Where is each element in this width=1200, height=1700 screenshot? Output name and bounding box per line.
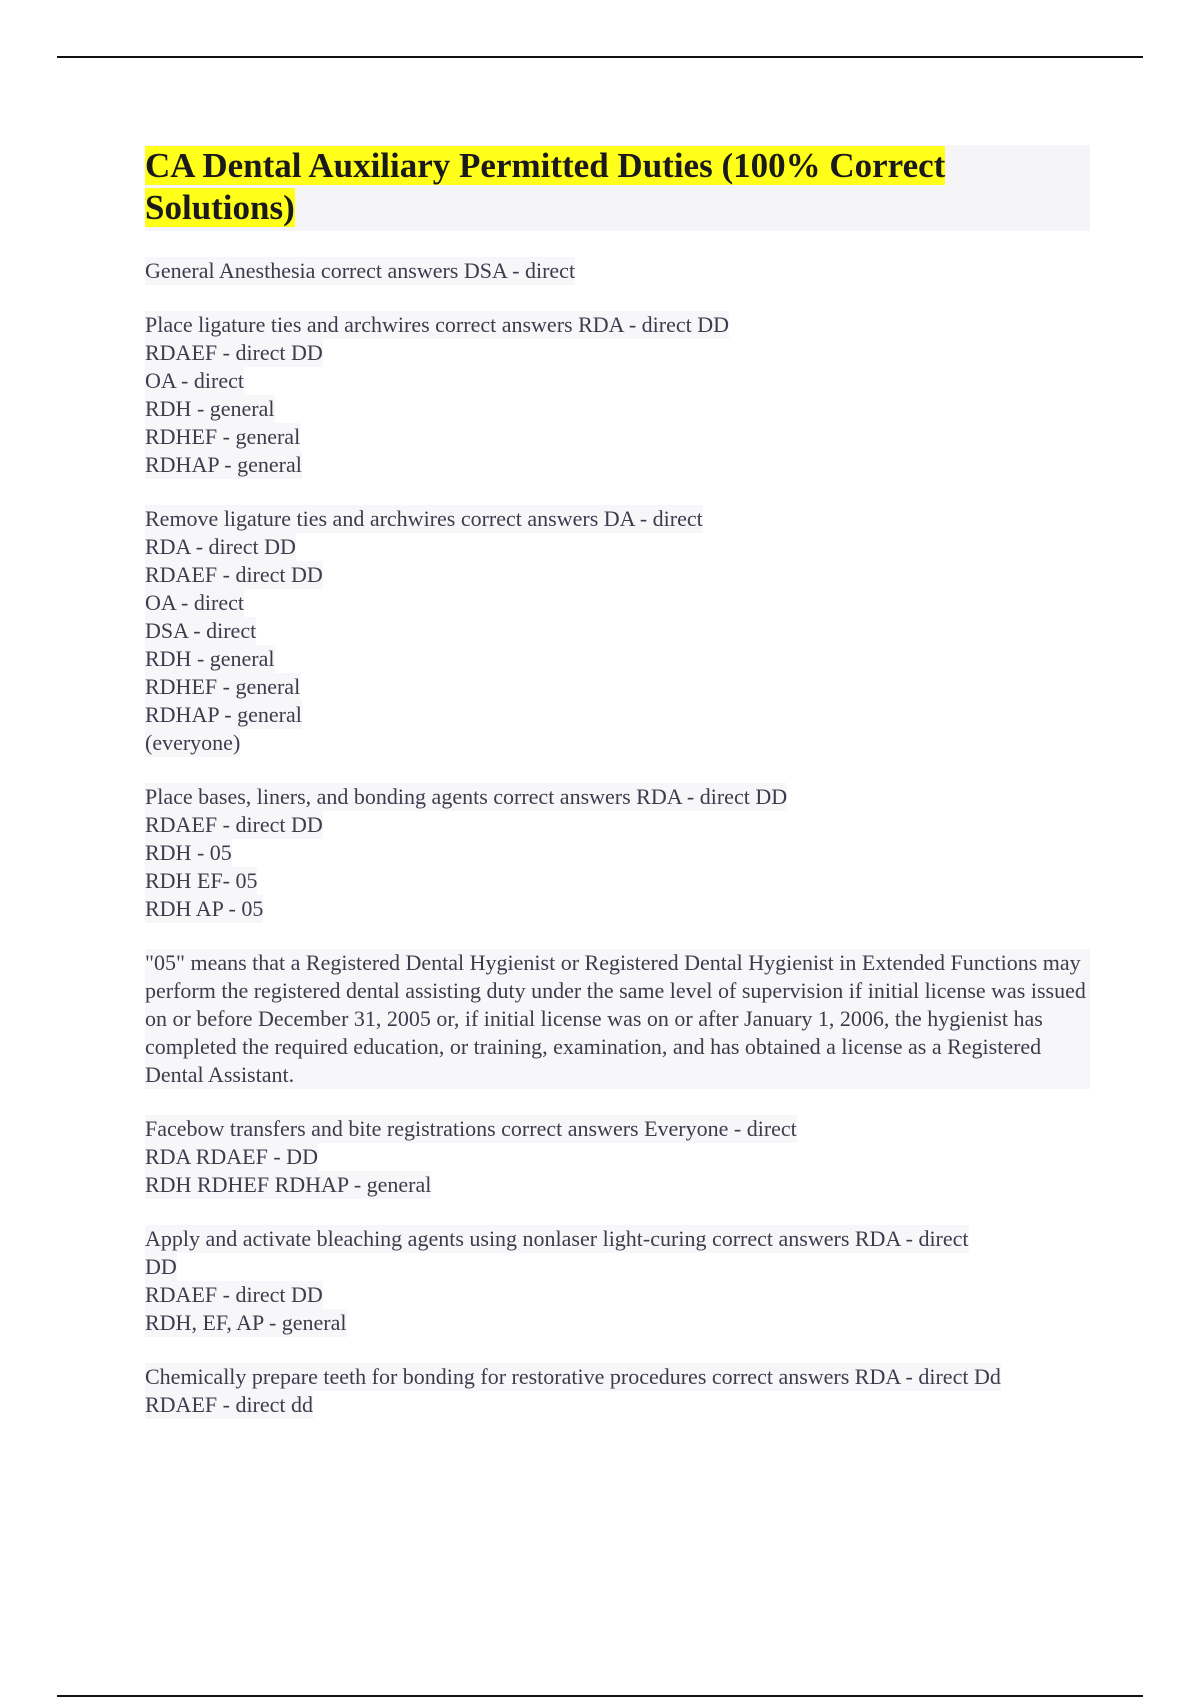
entry-line: Facebow transfers and bite registrations correct answers Everyone - direct <box>145 1116 797 1141</box>
entry-line: RDHAP - general <box>145 702 302 727</box>
entry-chemically-prepare-teeth <box>145 1363 1090 1419</box>
entry-facebow-transfers <box>145 1115 1090 1199</box>
entry-line: (everyone) <box>145 730 241 755</box>
entry-line: General Anesthesia correct answers DSA - direct <box>145 258 576 283</box>
entry-line: RDH EF- 05 <box>145 868 258 893</box>
entry-line: RDH, EF, AP - general <box>145 1310 347 1335</box>
entry-line: Chemically prepare teeth for bonding for restorative procedures correct answers RDA - direct Dd <box>145 1364 1001 1389</box>
entry-line: Place bases, liners, and bonding agents correct answers RDA - direct DD <box>145 784 788 809</box>
entry-line: RDH - general <box>145 396 275 421</box>
entry-line: Remove ligature ties and archwires correct answers DA - direct <box>145 506 703 531</box>
entry-line: Apply and activate bleaching agents using nonlaser light-curing correct answers RDA - direct <box>145 1226 969 1251</box>
entry-line: RDH AP - 05 <box>145 896 264 921</box>
entry-line: RDH - general <box>145 646 275 671</box>
entry-line: RDHAP - general <box>145 452 302 477</box>
entry-line: RDA - direct DD <box>145 534 296 559</box>
entry-line: RDHEF - general <box>145 424 301 449</box>
entry-place-ligature-ties <box>145 311 1090 479</box>
entry-line: RDHEF - general <box>145 674 301 699</box>
footer-rule <box>57 1695 1143 1697</box>
document-title: CA Dental Auxiliary Permitted Duties (100% Correct Solutions) <box>145 146 946 227</box>
entry-line: RDA RDAEF - DD <box>145 1144 318 1169</box>
entry-line: Place ligature ties and archwires correct answers RDA - direct DD <box>145 312 729 337</box>
entry-line: RDAEF - direct DD <box>145 1282 323 1307</box>
definition-paragraph: "05" means that a Registered Dental Hygienist or Registered Dental Hygienist in Extended Functions may perform the registered dental assisting duty under the same level of supervision if initial license was issued on or before December 31, 2005 or, if initial license was on or after January 1, 2006, the hygienist has completed the required education, or training, examination, and has obtained a license as a Registered Dental Assistant. <box>145 949 1090 1089</box>
entry-general-anesthesia <box>145 257 1090 285</box>
entry-line: RDAEF - direct dd <box>145 1392 314 1417</box>
entry-05-definition <box>145 949 1090 1089</box>
entry-line: RDH - 05 <box>145 840 232 865</box>
entry-place-bases-liners <box>145 783 1090 923</box>
entry-remove-ligature-ties <box>145 505 1090 757</box>
title-block <box>145 145 1090 231</box>
entry-bleaching-agents <box>145 1225 1090 1337</box>
entry-line: DD <box>145 1254 177 1279</box>
entry-line: OA - direct <box>145 368 244 393</box>
header-rule <box>57 56 1143 58</box>
entry-line: RDAEF - direct DD <box>145 340 323 365</box>
entry-line: DSA - direct <box>145 618 257 643</box>
entry-line: RDAEF - direct DD <box>145 812 323 837</box>
entry-line: OA - direct <box>145 590 244 615</box>
document-body <box>145 145 1090 1445</box>
entry-line: RDAEF - direct DD <box>145 562 323 587</box>
entry-line: RDH RDHEF RDHAP - general <box>145 1172 432 1197</box>
